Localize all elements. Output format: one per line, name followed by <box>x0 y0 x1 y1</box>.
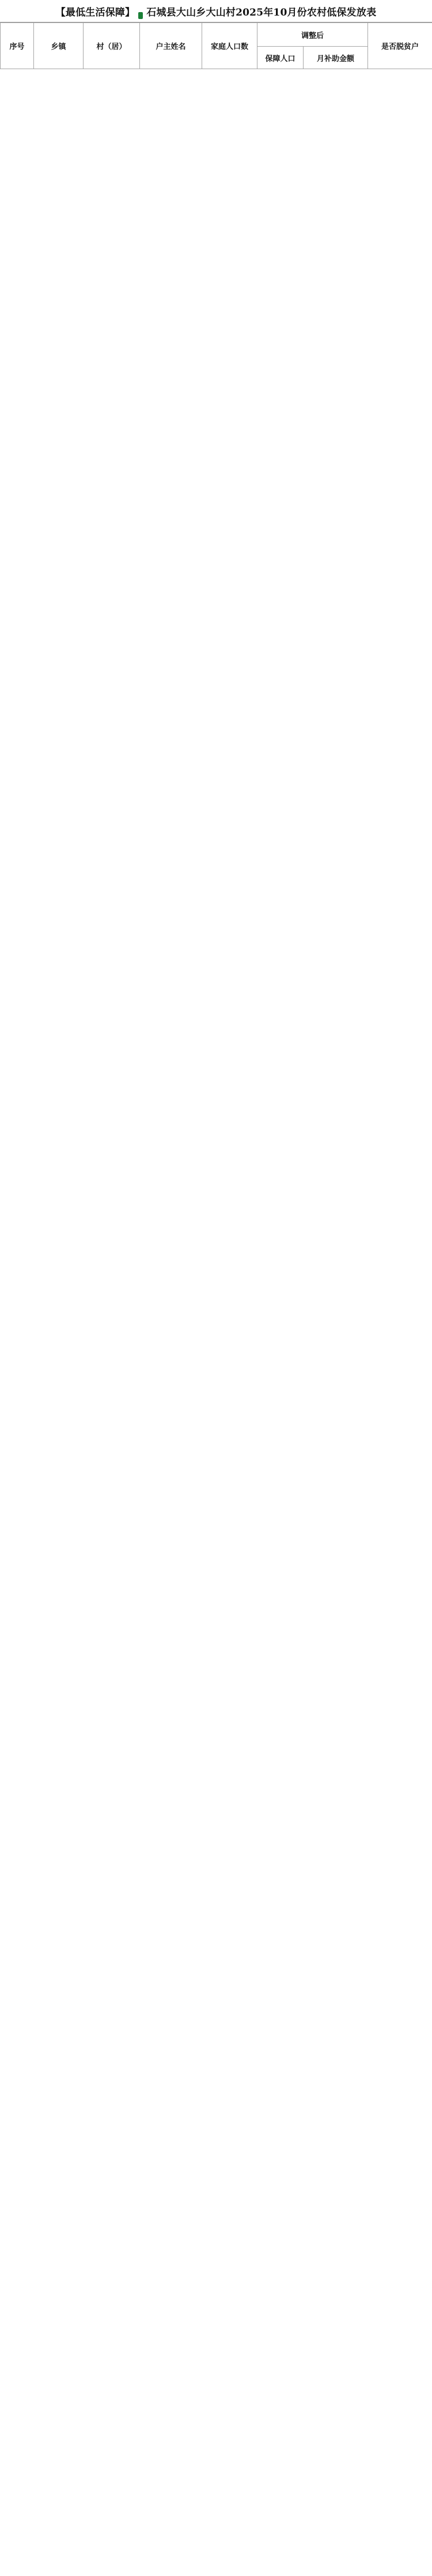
title-prefix: 【最低生活保障】 <box>55 6 135 18</box>
document-title <box>0 0 432 22</box>
header-insured-count: 保障人口 <box>257 47 304 69</box>
green-marker-icon <box>138 12 143 19</box>
header-household-head: 户主姓名 <box>140 23 202 69</box>
header-village: 村（居） <box>84 23 140 69</box>
subsidy-table <box>0 22 432 69</box>
header-poverty-status: 是否脱贫户 <box>368 23 432 69</box>
header-index: 序号 <box>1 23 34 69</box>
header-monthly-amount: 月补助金额 <box>304 47 368 69</box>
header-adjusted: 调整后 <box>257 23 368 47</box>
header-town: 乡镇 <box>34 23 84 69</box>
header-family-size: 家庭人口数 <box>202 23 257 69</box>
title-main: 石城县大山乡大山村2025年10月份农村低保发放表 <box>146 6 377 18</box>
